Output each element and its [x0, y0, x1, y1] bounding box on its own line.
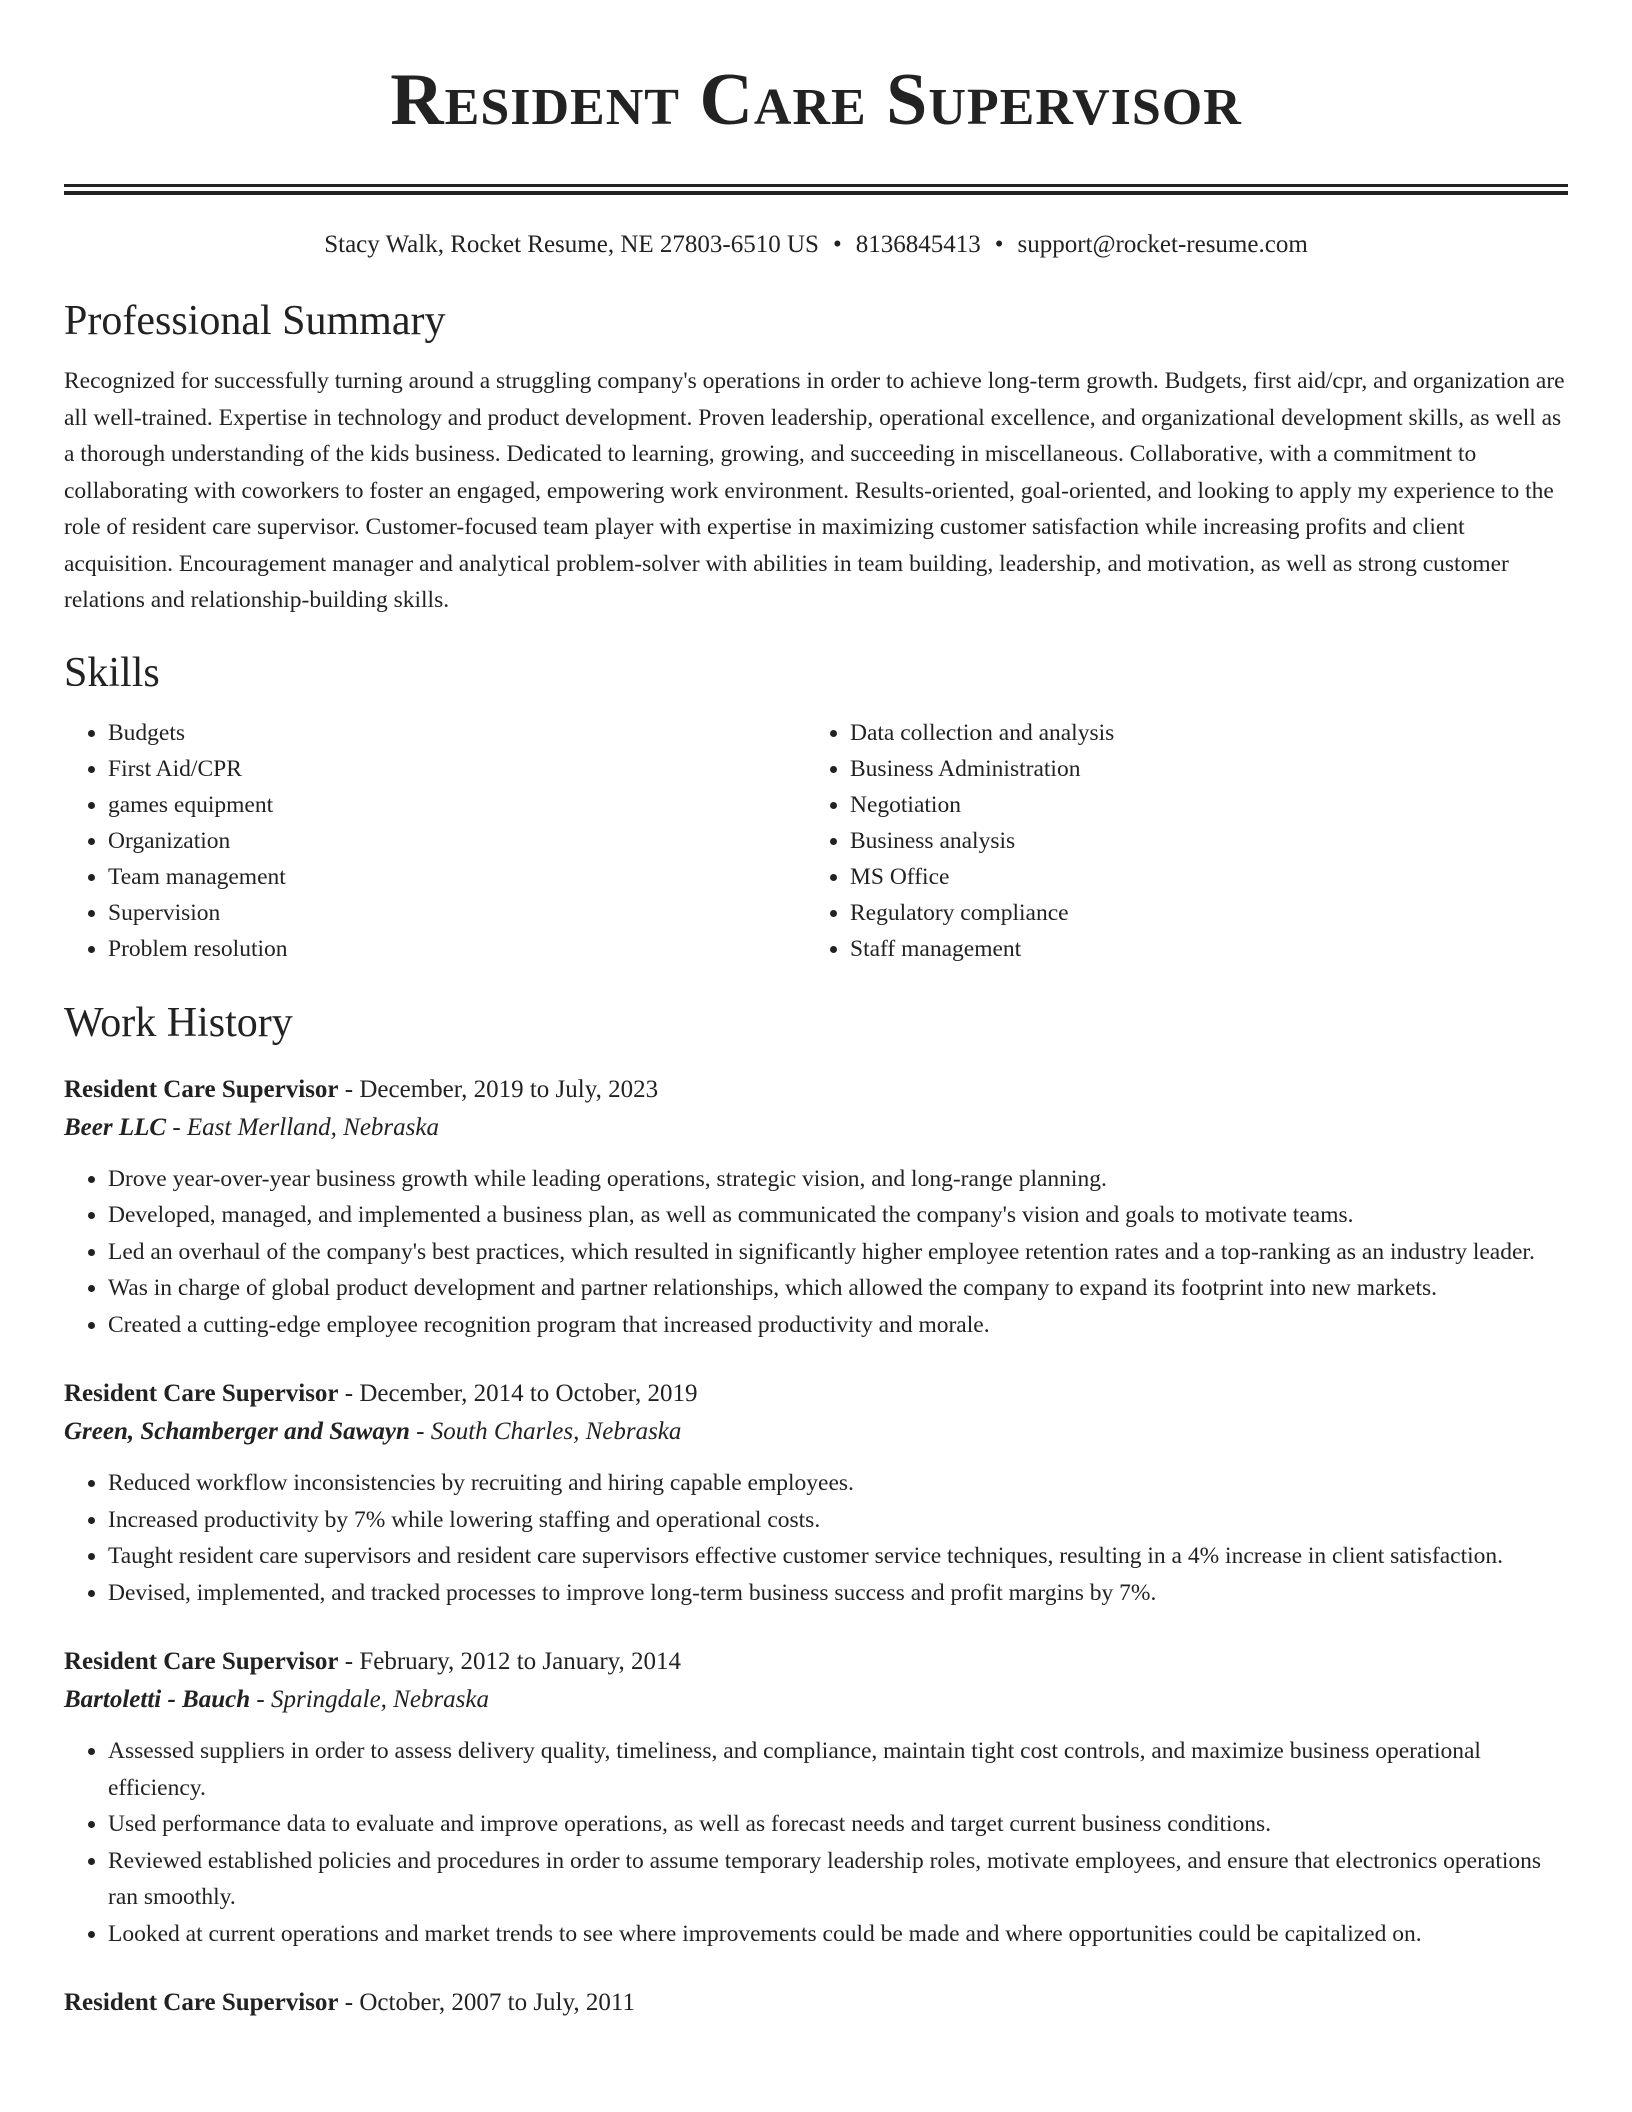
job-company-line: [64, 1109, 1568, 1147]
skill-item: • Data collection and analysis: [850, 715, 1114, 751]
job-title-line: [64, 1375, 1568, 1413]
contact-phone: 8136845413: [855, 231, 981, 258]
skill-item: • Team management: [108, 859, 806, 895]
job-company: Beer LLC: [64, 1113, 167, 1141]
job-role: Resident Care Supervisor: [64, 1989, 339, 2016]
job-bullet: • Developed, managed, and implemented a business plan, as well as communicated the company's vision and goals to motivate teams.: [108, 1197, 1568, 1234]
contact-separator: •: [832, 231, 842, 258]
job-bullet: • Used performance data to evaluate and improve operations, as well as forecast needs and target current business conditions.: [108, 1806, 1568, 1843]
job-location: Springdale, Nebraska: [270, 1686, 490, 1713]
job-bullet: • Reviewed established policies and procedures in order to assume temporary leadership roles, motivate employees, and ensure that electronics operations ran smoothly.: [108, 1843, 1568, 1916]
job-dates: February, 2012 to January, 2014: [359, 1648, 682, 1675]
summary-heading: Professional Summary: [64, 298, 446, 344]
job-dash: -: [338, 1380, 360, 1407]
job-entry: [64, 1375, 1568, 1611]
skill-item: • Regulatory compliance: [850, 895, 1114, 931]
skills-heading: Skills: [64, 649, 160, 696]
job-dates: December, 2019 to July, 2023: [359, 1075, 659, 1103]
job-dash: -: [338, 1075, 360, 1103]
job-bullet: • Was in charge of global product development and partner relationships, which allowed the company to expand its footprint into new markets.: [108, 1270, 1568, 1307]
job-entry: [64, 1643, 1568, 1952]
job-bullet: • Increased productivity by 7% while lowering staffing and operational costs.: [108, 1502, 1568, 1539]
job-dash: -: [250, 1686, 271, 1713]
job-location: East Merlland, Nebraska: [186, 1113, 439, 1141]
job-entry: [64, 1984, 1568, 2022]
skills-column-left: [64, 715, 806, 967]
skill-item: • MS Office: [850, 859, 1114, 895]
job-bullet: • Reduced workflow inconsistencies by recruiting and hiring capable employees.: [108, 1465, 1568, 1502]
job-role: Resident Care Supervisor: [64, 1380, 339, 1407]
job-bullet: • Devised, implemented, and tracked processes to improve long-term business success and profit margins by 7%.: [108, 1575, 1568, 1612]
title-divider: [64, 184, 1568, 195]
job-bullet: • Taught resident care supervisors and resident care supervisors effective customer service techniques, resulting in a 4% increase in client satisfaction.: [108, 1538, 1568, 1575]
job-bullet: • Led an overhaul of the company's best practices, which resulted in significantly higher employee retention rates and a top-ranking as an industry leader.: [108, 1234, 1568, 1271]
job-dash: -: [338, 1648, 360, 1675]
job-role: Resident Care Supervisor: [64, 1648, 339, 1675]
job-title-line: [64, 1984, 1568, 2022]
job-title-line: [64, 1071, 1568, 1109]
work-history-heading: Work History: [64, 999, 293, 1046]
skill-item: • games equipment: [108, 787, 806, 823]
skill-item: • Business Administration: [850, 751, 1114, 787]
contact-email: support@rocket-resume.com: [1017, 231, 1308, 258]
job-entry: [64, 1071, 1568, 1344]
skill-item: • Business analysis: [850, 823, 1114, 859]
skills-list: [64, 715, 1568, 967]
job-bullet: • Looked at current operations and market trends to see where improvements could be made and where opportunities could be capitalized on.: [108, 1916, 1568, 1953]
skill-item: • Negotiation: [850, 787, 1114, 823]
skills-column-right: [806, 715, 1114, 967]
job-bullets: [64, 1161, 1568, 1344]
skill-item: • Supervision: [108, 895, 806, 931]
job-bullet: • Created a cutting-edge employee recognition program that increased productivity and morale.: [108, 1307, 1568, 1344]
contact-line: [64, 229, 1568, 261]
skill-item: • Staff management: [850, 931, 1114, 967]
skill-item: • First Aid/CPR: [108, 751, 806, 787]
job-company-line: [64, 1413, 1568, 1451]
skill-item: • Organization: [108, 823, 806, 859]
contact-separator: •: [994, 231, 1004, 258]
job-role: Resident Care Supervisor: [64, 1075, 339, 1103]
job-dates: October, 2007 to July, 2011: [359, 1989, 635, 2016]
skill-item: • Budgets: [108, 715, 806, 751]
job-bullets: [64, 1733, 1568, 1952]
job-company: Green, Schamberger and Sawayn: [64, 1418, 410, 1445]
job-bullet: • Drove year-over-year business growth while leading operations, strategic vision, and long-range planning.: [108, 1161, 1568, 1198]
job-title-line: [64, 1643, 1568, 1681]
summary-text: Recognized for successfully turning around a struggling company's operations in order to achieve long-term growth. Budgets, first aid/cpr, and organization are all well-trained. Expertise in technology and product development. Proven leadership, operational excellence, and organizational development skills, as well as a thorough understanding of the kids business. Dedicated to learning, growing, and succeeding in miscellaneous. Collaborative, with a commitment to collaborating with coworkers to foster an engaged, empowering work environment. Results-oriented, goal-oriented, and looking to apply my experience to the role of resident care supervisor. Customer-focused team player with expertise in maximizing customer satisfaction while increasing profits and client acquisition. Encouragement manager and analytical problem-solver with abilities in team building, leadership, and motivation, as well as strong customer relations and relationship-building skills.: [64, 368, 1565, 613]
skill-item: • Problem resolution: [108, 931, 806, 967]
job-company-line: [64, 1681, 1568, 1719]
job-dash: -: [166, 1113, 187, 1141]
job-dash: -: [409, 1418, 431, 1445]
job-dates: December, 2014 to October, 2019: [359, 1380, 698, 1407]
job-location: South Charles, Nebraska: [430, 1418, 682, 1445]
job-dash: -: [338, 1989, 360, 2016]
contact-address: Stacy Walk, Rocket Resume, NE 27803-6510 US: [324, 231, 819, 258]
job-bullet: • Assessed suppliers in order to assess delivery quality, timeliness, and compliance, maintain tight cost controls, and maximize business operational efficiency.: [108, 1733, 1568, 1806]
job-bullets: [64, 1465, 1568, 1611]
job-company: Bartoletti - Bauch: [64, 1686, 251, 1713]
resume-title: Resident Care Supervisor: [390, 59, 1242, 141]
